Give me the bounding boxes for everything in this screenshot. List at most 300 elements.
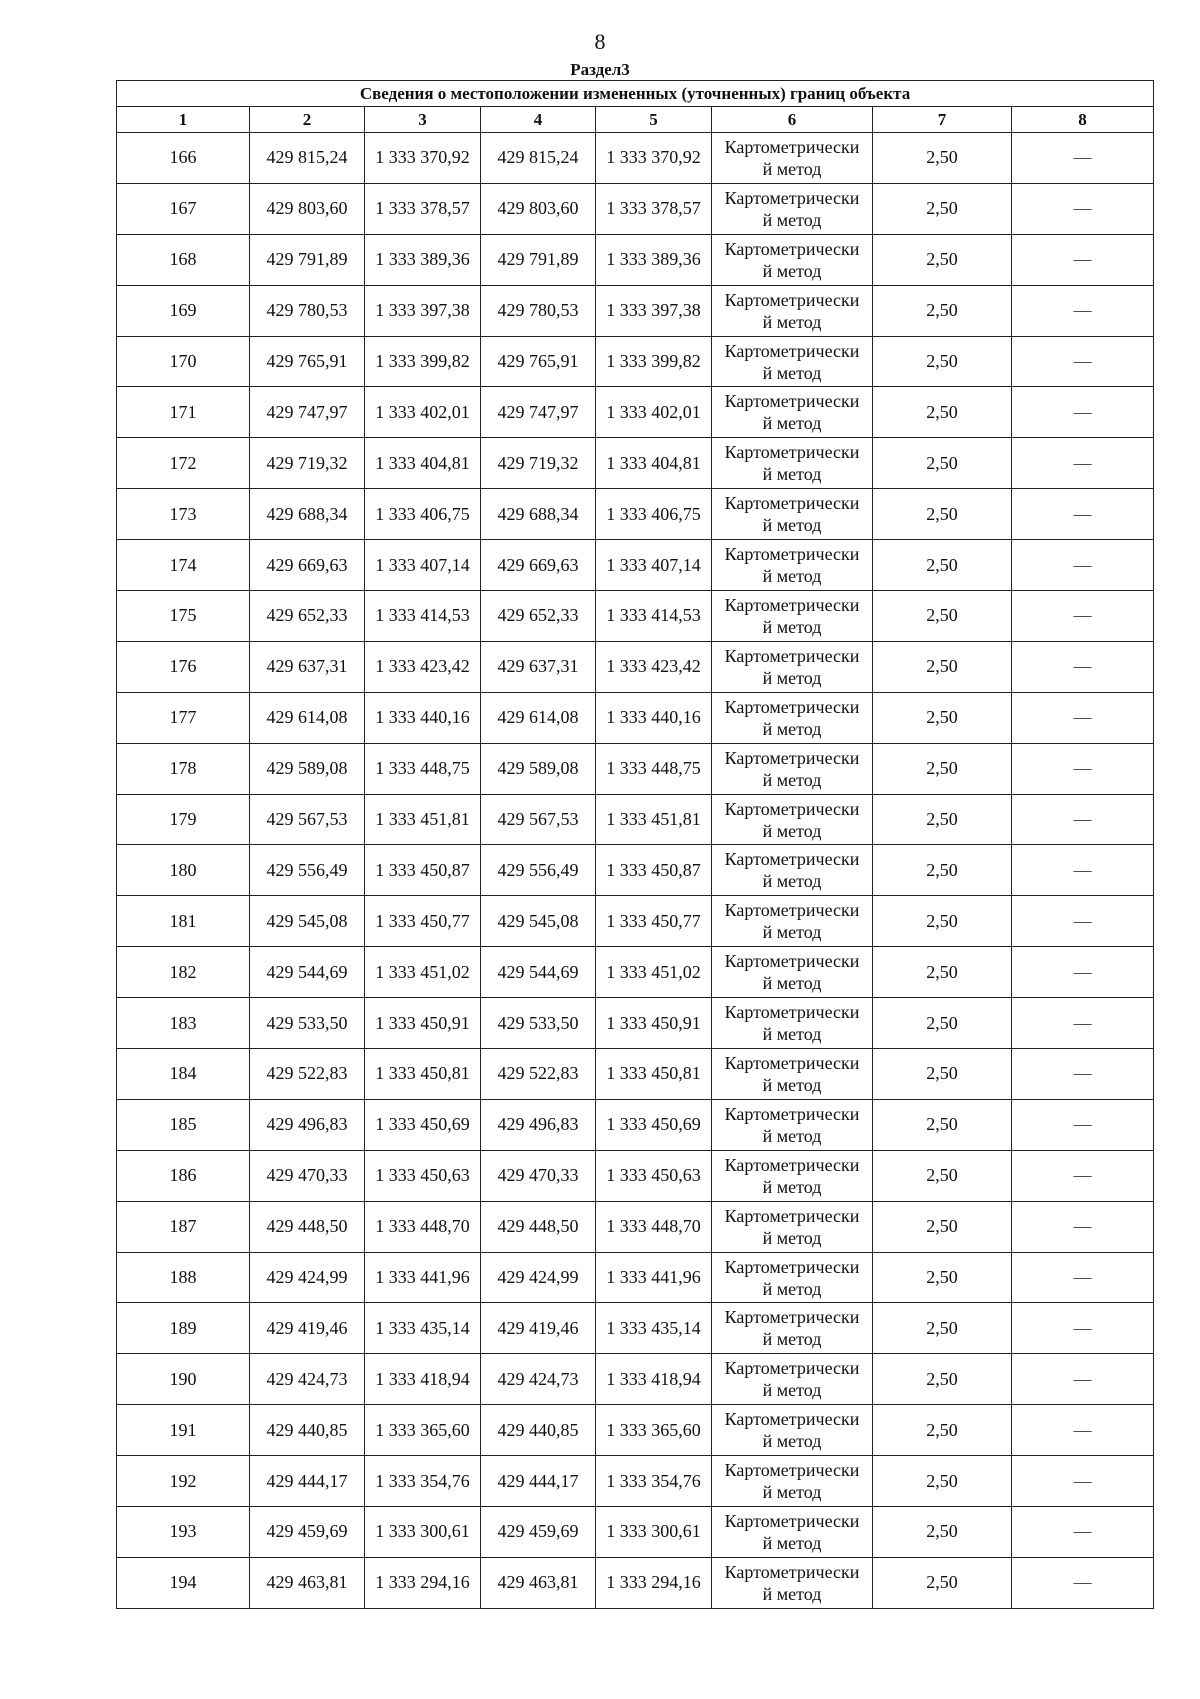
method-cell (712, 1201, 873, 1252)
method-line-2: й метод (762, 260, 822, 281)
method-cell (712, 998, 873, 1049)
column-header: 3 (365, 107, 481, 133)
column-header-row (117, 107, 1154, 133)
column-header: 2 (250, 107, 365, 133)
point-number-cell: 167 (117, 183, 250, 234)
point-number-cell: 170 (117, 336, 250, 387)
accuracy-cell: 2,50 (873, 1150, 1012, 1201)
method-line-1: Картометрически (724, 849, 860, 870)
point-number-cell: 169 (117, 285, 250, 336)
method-line-1: Картометрически (724, 645, 860, 666)
table-row (117, 387, 1154, 438)
method-cell (712, 1507, 873, 1558)
method-cell (712, 743, 873, 794)
table-row (117, 743, 1154, 794)
page-number: 8 (594, 29, 606, 54)
y-new-cell: 1 333 300,61 (596, 1507, 712, 1558)
description-cell: — (1012, 1405, 1154, 1456)
description-cell: — (1012, 540, 1154, 591)
y-old-cell: 1 333 300,61 (365, 1507, 481, 1558)
y-old-cell: 1 333 448,70 (365, 1201, 481, 1252)
x-old-cell: 429 419,46 (250, 1303, 365, 1354)
method-line-1: Картометрически (724, 289, 860, 310)
method-cell (712, 133, 873, 184)
method-line-1: Картометрически (724, 900, 860, 921)
method-cell (712, 183, 873, 234)
y-old-cell: 1 333 448,75 (365, 743, 481, 794)
method-cell (712, 947, 873, 998)
x-new-cell: 429 652,33 (481, 591, 596, 642)
accuracy-cell: 2,50 (873, 896, 1012, 947)
y-new-cell: 1 333 378,57 (596, 183, 712, 234)
table-row (117, 998, 1154, 1049)
accuracy-cell: 2,50 (873, 998, 1012, 1049)
point-number-cell: 179 (117, 794, 250, 845)
x-old-cell: 429 470,33 (250, 1150, 365, 1201)
point-number-cell: 194 (117, 1557, 250, 1608)
method-line-2: й метод (762, 973, 822, 994)
accuracy-cell: 2,50 (873, 845, 1012, 896)
point-number-cell: 187 (117, 1201, 250, 1252)
x-new-cell: 429 780,53 (481, 285, 596, 336)
method-line-2: й метод (762, 1227, 822, 1248)
table-row (117, 336, 1154, 387)
x-new-cell: 429 419,46 (481, 1303, 596, 1354)
table-row (117, 183, 1154, 234)
y-old-cell: 1 333 435,14 (365, 1303, 481, 1354)
x-new-cell: 429 463,81 (481, 1557, 596, 1608)
method-line-2: й метод (762, 667, 822, 688)
method-cell (712, 1456, 873, 1507)
accuracy-cell: 2,50 (873, 489, 1012, 540)
x-old-cell: 429 496,83 (250, 1099, 365, 1150)
x-old-cell: 429 424,99 (250, 1252, 365, 1303)
method-cell (712, 387, 873, 438)
accuracy-cell: 2,50 (873, 947, 1012, 998)
y-old-cell: 1 333 451,81 (365, 794, 481, 845)
y-old-cell: 1 333 407,14 (365, 540, 481, 591)
method-line-2: й метод (762, 1125, 822, 1146)
description-cell: — (1012, 591, 1154, 642)
y-old-cell: 1 333 404,81 (365, 438, 481, 489)
method-cell (712, 336, 873, 387)
y-new-cell: 1 333 450,91 (596, 998, 712, 1049)
x-old-cell: 429 747,97 (250, 387, 365, 438)
y-new-cell: 1 333 418,94 (596, 1354, 712, 1405)
x-new-cell: 429 544,69 (481, 947, 596, 998)
method-line-2: й метод (762, 464, 822, 485)
table-body (117, 133, 1154, 1609)
method-cell (712, 489, 873, 540)
y-old-cell: 1 333 451,02 (365, 947, 481, 998)
method-cell (712, 234, 873, 285)
method-line-2: й метод (762, 718, 822, 739)
table-row (117, 234, 1154, 285)
y-old-cell: 1 333 354,76 (365, 1456, 481, 1507)
description-cell: — (1012, 947, 1154, 998)
method-line-1: Картометрически (724, 1002, 860, 1023)
accuracy-cell: 2,50 (873, 1252, 1012, 1303)
method-line-2: й метод (762, 413, 822, 434)
method-line-2: й метод (762, 1583, 822, 1604)
point-number-cell: 173 (117, 489, 250, 540)
x-new-cell: 429 589,08 (481, 743, 596, 794)
accuracy-cell: 2,50 (873, 1557, 1012, 1608)
y-new-cell: 1 333 402,01 (596, 387, 712, 438)
x-new-cell: 429 444,17 (481, 1456, 596, 1507)
description-cell: — (1012, 1354, 1154, 1405)
x-new-cell: 429 448,50 (481, 1201, 596, 1252)
y-old-cell: 1 333 370,92 (365, 133, 481, 184)
description-cell: — (1012, 1049, 1154, 1100)
table-row (117, 489, 1154, 540)
method-line-2: й метод (762, 1380, 822, 1401)
y-old-cell: 1 333 378,57 (365, 183, 481, 234)
description-cell: — (1012, 438, 1154, 489)
x-old-cell: 429 440,85 (250, 1405, 365, 1456)
y-old-cell: 1 333 402,01 (365, 387, 481, 438)
description-cell: — (1012, 743, 1154, 794)
x-old-cell: 429 614,08 (250, 692, 365, 743)
point-number-cell: 168 (117, 234, 250, 285)
method-line-1: Картометрически (724, 136, 860, 157)
point-number-cell: 184 (117, 1049, 250, 1100)
accuracy-cell: 2,50 (873, 183, 1012, 234)
y-old-cell: 1 333 440,16 (365, 692, 481, 743)
description-cell: — (1012, 641, 1154, 692)
method-line-2: й метод (762, 922, 822, 943)
accuracy-cell: 2,50 (873, 1201, 1012, 1252)
x-old-cell: 429 545,08 (250, 896, 365, 947)
accuracy-cell: 2,50 (873, 1507, 1012, 1558)
x-new-cell: 429 496,83 (481, 1099, 596, 1150)
x-old-cell: 429 688,34 (250, 489, 365, 540)
accuracy-cell: 2,50 (873, 234, 1012, 285)
table-row (117, 947, 1154, 998)
x-new-cell: 429 614,08 (481, 692, 596, 743)
method-line-1: Картометрически (724, 238, 860, 259)
method-line-1: Картометрически (724, 1103, 860, 1124)
description-cell: — (1012, 183, 1154, 234)
column-header: 5 (596, 107, 712, 133)
x-old-cell: 429 448,50 (250, 1201, 365, 1252)
method-line-1: Картометрически (724, 1460, 860, 1481)
x-old-cell: 429 791,89 (250, 234, 365, 285)
point-number-cell: 183 (117, 998, 250, 1049)
x-new-cell: 429 719,32 (481, 438, 596, 489)
method-line-2: й метод (762, 1329, 822, 1350)
description-cell: — (1012, 794, 1154, 845)
y-old-cell: 1 333 450,81 (365, 1049, 481, 1100)
x-new-cell: 429 803,60 (481, 183, 596, 234)
y-old-cell: 1 333 294,16 (365, 1557, 481, 1608)
method-line-2: й метод (762, 362, 822, 383)
accuracy-cell: 2,50 (873, 285, 1012, 336)
column-header: 8 (1012, 107, 1154, 133)
x-new-cell: 429 545,08 (481, 896, 596, 947)
x-new-cell: 429 791,89 (481, 234, 596, 285)
y-old-cell: 1 333 450,87 (365, 845, 481, 896)
method-line-2: й метод (762, 1532, 822, 1553)
method-line-2: й метод (762, 1074, 822, 1095)
method-line-2: й метод (762, 566, 822, 587)
table-row (117, 1150, 1154, 1201)
x-old-cell: 429 544,69 (250, 947, 365, 998)
y-old-cell: 1 333 441,96 (365, 1252, 481, 1303)
method-cell (712, 1099, 873, 1150)
x-new-cell: 429 669,63 (481, 540, 596, 591)
table-row (117, 133, 1154, 184)
y-new-cell: 1 333 451,02 (596, 947, 712, 998)
y-new-cell: 1 333 451,81 (596, 794, 712, 845)
y-old-cell: 1 333 399,82 (365, 336, 481, 387)
method-line-2: й метод (762, 1482, 822, 1503)
table-row (117, 845, 1154, 896)
method-line-2: й метод (762, 311, 822, 332)
x-new-cell: 429 747,97 (481, 387, 596, 438)
point-number-cell: 181 (117, 896, 250, 947)
description-cell: — (1012, 336, 1154, 387)
method-line-1: Картометрически (724, 1409, 860, 1430)
y-old-cell: 1 333 397,38 (365, 285, 481, 336)
method-line-1: Картометрически (724, 187, 860, 208)
accuracy-cell: 2,50 (873, 641, 1012, 692)
method-line-2: й метод (762, 820, 822, 841)
x-new-cell: 429 765,91 (481, 336, 596, 387)
table-row (117, 1456, 1154, 1507)
method-line-1: Картометрически (724, 1561, 860, 1582)
method-line-2: й метод (762, 209, 822, 230)
accuracy-cell: 2,50 (873, 1303, 1012, 1354)
point-number-cell: 171 (117, 387, 250, 438)
method-line-1: Картометрически (724, 1154, 860, 1175)
x-old-cell: 429 589,08 (250, 743, 365, 794)
x-old-cell: 429 567,53 (250, 794, 365, 845)
point-number-cell: 191 (117, 1405, 250, 1456)
method-cell (712, 896, 873, 947)
method-cell (712, 540, 873, 591)
method-line-2: й метод (762, 1024, 822, 1045)
method-cell (712, 438, 873, 489)
method-cell (712, 1252, 873, 1303)
y-new-cell: 1 333 448,75 (596, 743, 712, 794)
point-number-cell: 185 (117, 1099, 250, 1150)
table-row (117, 1303, 1154, 1354)
point-number-cell: 192 (117, 1456, 250, 1507)
table-row (117, 1201, 1154, 1252)
accuracy-cell: 2,50 (873, 692, 1012, 743)
x-new-cell: 429 688,34 (481, 489, 596, 540)
y-old-cell: 1 333 389,36 (365, 234, 481, 285)
method-cell (712, 591, 873, 642)
accuracy-cell: 2,50 (873, 336, 1012, 387)
method-line-1: Картометрически (724, 340, 860, 361)
point-number-cell: 189 (117, 1303, 250, 1354)
x-old-cell: 429 463,81 (250, 1557, 365, 1608)
accuracy-cell: 2,50 (873, 387, 1012, 438)
x-old-cell: 429 652,33 (250, 591, 365, 642)
y-old-cell: 1 333 414,53 (365, 591, 481, 642)
description-cell: — (1012, 1456, 1154, 1507)
x-new-cell: 429 567,53 (481, 794, 596, 845)
y-old-cell: 1 333 406,75 (365, 489, 481, 540)
accuracy-cell: 2,50 (873, 794, 1012, 845)
y-new-cell: 1 333 370,92 (596, 133, 712, 184)
y-new-cell: 1 333 448,70 (596, 1201, 712, 1252)
description-cell: — (1012, 1557, 1154, 1608)
table-row (117, 1405, 1154, 1456)
x-old-cell: 429 669,63 (250, 540, 365, 591)
x-old-cell: 429 522,83 (250, 1049, 365, 1100)
description-cell: — (1012, 285, 1154, 336)
method-line-1: Картометрически (724, 594, 860, 615)
x-new-cell: 429 533,50 (481, 998, 596, 1049)
y-new-cell: 1 333 399,82 (596, 336, 712, 387)
description-cell: — (1012, 234, 1154, 285)
table-row (117, 285, 1154, 336)
column-header: 4 (481, 107, 596, 133)
method-cell (712, 845, 873, 896)
x-old-cell: 429 556,49 (250, 845, 365, 896)
description-cell: — (1012, 387, 1154, 438)
description-cell: — (1012, 1507, 1154, 1558)
table-row (117, 1252, 1154, 1303)
method-cell (712, 1405, 873, 1456)
y-old-cell: 1 333 450,77 (365, 896, 481, 947)
method-line-2: й метод (762, 871, 822, 892)
y-new-cell: 1 333 441,96 (596, 1252, 712, 1303)
point-number-cell: 193 (117, 1507, 250, 1558)
point-number-cell: 182 (117, 947, 250, 998)
method-cell (712, 1354, 873, 1405)
accuracy-cell: 2,50 (873, 1049, 1012, 1100)
method-line-1: Картометрически (724, 1307, 860, 1328)
coordinates-table (116, 80, 1154, 1609)
accuracy-cell: 2,50 (873, 133, 1012, 184)
x-new-cell: 429 459,69 (481, 1507, 596, 1558)
table-caption: Сведения о местоположении измененных (уточненных) границ объекта (117, 81, 1154, 107)
table-row (117, 1099, 1154, 1150)
method-cell (712, 641, 873, 692)
description-cell: — (1012, 1303, 1154, 1354)
method-line-1: Картометрически (724, 391, 860, 412)
method-line-1: Картометрически (724, 442, 860, 463)
y-new-cell: 1 333 294,16 (596, 1557, 712, 1608)
y-new-cell: 1 333 407,14 (596, 540, 712, 591)
y-new-cell: 1 333 423,42 (596, 641, 712, 692)
table-row (117, 1049, 1154, 1100)
point-number-cell: 190 (117, 1354, 250, 1405)
accuracy-cell: 2,50 (873, 540, 1012, 591)
description-cell: — (1012, 692, 1154, 743)
method-line-2: й метод (762, 1176, 822, 1197)
description-cell: — (1012, 1150, 1154, 1201)
y-new-cell: 1 333 365,60 (596, 1405, 712, 1456)
method-cell (712, 1049, 873, 1100)
accuracy-cell: 2,50 (873, 1099, 1012, 1150)
method-line-2: й метод (762, 1278, 822, 1299)
method-line-2: й метод (762, 158, 822, 179)
point-number-cell: 180 (117, 845, 250, 896)
method-line-1: Картометрически (724, 1205, 860, 1226)
description-cell: — (1012, 896, 1154, 947)
table-row (117, 692, 1154, 743)
table-row (117, 438, 1154, 489)
table-row (117, 641, 1154, 692)
x-new-cell: 429 522,83 (481, 1049, 596, 1100)
y-old-cell: 1 333 423,42 (365, 641, 481, 692)
x-old-cell: 429 780,53 (250, 285, 365, 336)
table-row (117, 1557, 1154, 1608)
y-old-cell: 1 333 418,94 (365, 1354, 481, 1405)
method-line-1: Картометрически (724, 1052, 860, 1073)
y-new-cell: 1 333 354,76 (596, 1456, 712, 1507)
description-cell: — (1012, 1099, 1154, 1150)
x-new-cell: 429 556,49 (481, 845, 596, 896)
y-new-cell: 1 333 414,53 (596, 591, 712, 642)
x-old-cell: 429 444,17 (250, 1456, 365, 1507)
x-old-cell: 429 765,91 (250, 336, 365, 387)
description-cell: — (1012, 998, 1154, 1049)
point-number-cell: 188 (117, 1252, 250, 1303)
method-line-2: й метод (762, 1431, 822, 1452)
method-line-1: Картометрически (724, 1256, 860, 1277)
method-cell (712, 794, 873, 845)
y-new-cell: 1 333 397,38 (596, 285, 712, 336)
method-line-1: Картометрически (724, 1510, 860, 1531)
table-row (117, 1507, 1154, 1558)
table-row (117, 1354, 1154, 1405)
y-new-cell: 1 333 450,77 (596, 896, 712, 947)
description-cell: — (1012, 1201, 1154, 1252)
method-cell (712, 1557, 873, 1608)
y-new-cell: 1 333 435,14 (596, 1303, 712, 1354)
accuracy-cell: 2,50 (873, 743, 1012, 794)
method-line-1: Картометрически (724, 951, 860, 972)
method-line-1: Картометрически (724, 1358, 860, 1379)
method-cell (712, 692, 873, 743)
y-old-cell: 1 333 450,91 (365, 998, 481, 1049)
point-number-cell: 172 (117, 438, 250, 489)
x-new-cell: 429 815,24 (481, 133, 596, 184)
point-number-cell: 166 (117, 133, 250, 184)
y-new-cell: 1 333 389,36 (596, 234, 712, 285)
accuracy-cell: 2,50 (873, 591, 1012, 642)
table-row (117, 591, 1154, 642)
method-cell (712, 285, 873, 336)
accuracy-cell: 2,50 (873, 1456, 1012, 1507)
accuracy-cell: 2,50 (873, 1354, 1012, 1405)
point-number-cell: 174 (117, 540, 250, 591)
y-old-cell: 1 333 450,69 (365, 1099, 481, 1150)
method-line-1: Картометрически (724, 747, 860, 768)
column-header: 7 (873, 107, 1012, 133)
x-old-cell: 429 815,24 (250, 133, 365, 184)
description-cell: — (1012, 1252, 1154, 1303)
y-old-cell: 1 333 450,63 (365, 1150, 481, 1201)
x-old-cell: 429 459,69 (250, 1507, 365, 1558)
x-new-cell: 429 440,85 (481, 1405, 596, 1456)
section-title: Раздел3 (570, 60, 630, 79)
point-number-cell: 186 (117, 1150, 250, 1201)
y-old-cell: 1 333 365,60 (365, 1405, 481, 1456)
description-cell: — (1012, 845, 1154, 896)
y-new-cell: 1 333 440,16 (596, 692, 712, 743)
x-old-cell: 429 533,50 (250, 998, 365, 1049)
point-number-cell: 177 (117, 692, 250, 743)
method-line-2: й метод (762, 515, 822, 536)
x-old-cell: 429 803,60 (250, 183, 365, 234)
